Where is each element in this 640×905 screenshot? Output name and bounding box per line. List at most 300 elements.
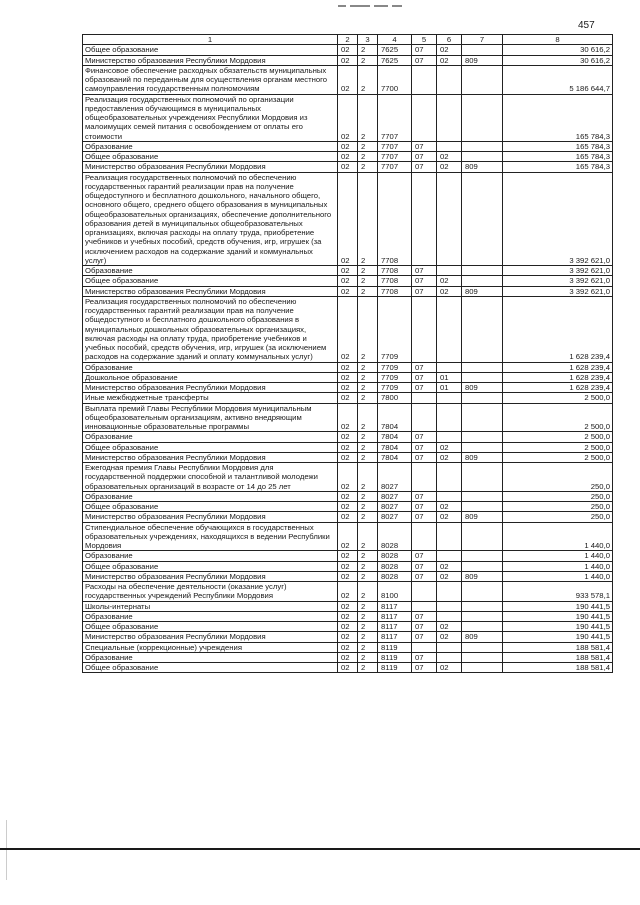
row-name-cell: Образование (83, 266, 338, 276)
section-cell: 02 (338, 452, 358, 462)
code-7-cell: 809 (462, 55, 503, 65)
article-cell: 8027 (378, 502, 412, 512)
amount-cell: 1 440,0 (503, 561, 613, 571)
amount-cell: 1 440,0 (503, 551, 613, 561)
row-name-cell: Общее образование (83, 276, 338, 286)
section-cell: 02 (338, 372, 358, 382)
amount-cell: 250,0 (503, 502, 613, 512)
code-6-cell (437, 611, 462, 621)
code-5-cell: 07 (412, 512, 437, 522)
code-6-cell: 02 (437, 152, 462, 162)
article-cell: 7625 (378, 45, 412, 55)
amount-cell: 2 500,0 (503, 452, 613, 462)
article-cell: 8117 (378, 611, 412, 621)
row-name-cell: Образование (83, 432, 338, 442)
section-cell: 02 (338, 463, 358, 492)
code-7-cell (462, 582, 503, 602)
code-7-cell (462, 172, 503, 266)
section-cell: 02 (338, 432, 358, 442)
subsection-cell: 2 (358, 383, 378, 393)
article-cell: 8119 (378, 663, 412, 673)
section-cell: 02 (338, 632, 358, 642)
row-name-cell: Общее образование (83, 442, 338, 452)
code-5-cell (412, 172, 437, 266)
table-row (83, 55, 613, 65)
row-name-cell: Стипендиальное обеспечение обучающихся в государственных образовательных учреждениях, находящихся в ведении Республики Мордовия (83, 522, 338, 551)
row-name-cell: Образование (83, 611, 338, 621)
row-name-cell: Реализация государственных полномочий по организации предоставления обучающимся в муниципальных общеобразовательных учреждениях Республики Мордовия из малоимущих семей питания с освобождением от оплаты его стоимости (83, 94, 338, 141)
subsection-cell: 2 (358, 442, 378, 452)
section-cell: 02 (338, 502, 358, 512)
row-name-cell: Министерство образования Республики Мордовия (83, 286, 338, 296)
amount-cell: 2 500,0 (503, 432, 613, 442)
amount-cell: 2 500,0 (503, 442, 613, 452)
code-6-cell (437, 652, 462, 662)
amount-cell: 188 581,4 (503, 663, 613, 673)
code-5-cell: 07 (412, 652, 437, 662)
code-7-cell (462, 403, 503, 432)
table-row (83, 276, 613, 286)
amount-cell: 3 392 621,0 (503, 172, 613, 266)
scan-edge (6, 820, 7, 880)
amount-cell: 2 500,0 (503, 403, 613, 432)
amount-cell: 1 440,0 (503, 571, 613, 581)
header-row (83, 35, 613, 45)
amount-cell: 190 441,5 (503, 601, 613, 611)
row-name-cell: Ежегодная премия Главы Республики Мордовия для государственной поддержки способной и талантливой молодежи образовательных организаций в возрасте от 14 до 25 лет (83, 463, 338, 492)
code-5-cell: 07 (412, 442, 437, 452)
code-6-cell: 02 (437, 55, 462, 65)
code-7-cell: 809 (462, 512, 503, 522)
code-5-cell: 07 (412, 571, 437, 581)
section-cell: 02 (338, 141, 358, 151)
amount-cell: 3 392 621,0 (503, 266, 613, 276)
subsection-cell: 2 (358, 652, 378, 662)
subsection-cell: 2 (358, 94, 378, 141)
table-row (83, 296, 613, 362)
section-cell: 02 (338, 663, 358, 673)
section-cell: 02 (338, 393, 358, 403)
table-row (83, 551, 613, 561)
column-header: 3 (358, 35, 378, 45)
amount-cell: 30 616,2 (503, 45, 613, 55)
row-name-cell: Общее образование (83, 45, 338, 55)
section-cell: 02 (338, 55, 358, 65)
row-name-cell: Министерство образования Республики Мордовия (83, 55, 338, 65)
amount-cell: 190 441,5 (503, 622, 613, 632)
table-row (83, 141, 613, 151)
article-cell: 7804 (378, 452, 412, 462)
code-7-cell (462, 296, 503, 362)
table-row (83, 502, 613, 512)
code-6-cell (437, 551, 462, 561)
row-name-cell: Образование (83, 652, 338, 662)
row-name-cell: Реализация государственных полномочий по обеспечению государственных гарантий реализации прав на получение общедоступного и бесплатного дошкольного образования в муниципальных дошкольных образовательных организациях, включая расходы на оплату труда, приобретение учебников и учебных пособий, средств обучения, игр, игрушек (за исключением расходов на содержание зданий и оплату коммунальных услуг) (83, 296, 338, 362)
code-5-cell: 07 (412, 362, 437, 372)
amount-cell: 1 628 239,4 (503, 362, 613, 372)
row-name-cell: Общее образование (83, 561, 338, 571)
subsection-cell: 2 (358, 611, 378, 621)
subsection-cell: 2 (358, 452, 378, 462)
amount-cell: 3 392 621,0 (503, 276, 613, 286)
code-6-cell (437, 601, 462, 611)
table-row (83, 45, 613, 55)
row-name-cell: Министерство образования Республики Мордовия (83, 452, 338, 462)
article-cell: 7804 (378, 432, 412, 442)
row-name-cell: Специальные (коррекционные) учреждения (83, 642, 338, 652)
article-cell: 7707 (378, 141, 412, 151)
article-cell: 8027 (378, 512, 412, 522)
column-header: 7 (462, 35, 503, 45)
subsection-cell: 2 (358, 141, 378, 151)
amount-cell: 1 628 239,4 (503, 372, 613, 382)
subsection-cell: 2 (358, 296, 378, 362)
article-cell: 7708 (378, 172, 412, 266)
subsection-cell: 2 (358, 491, 378, 501)
code-6-cell: 02 (437, 162, 462, 172)
row-name-cell: Министерство образования Республики Мордовия (83, 512, 338, 522)
code-5-cell: 07 (412, 162, 437, 172)
section-cell: 02 (338, 94, 358, 141)
section-cell: 02 (338, 266, 358, 276)
article-cell: 7700 (378, 65, 412, 94)
amount-cell: 1 628 239,4 (503, 383, 613, 393)
code-7-cell (462, 601, 503, 611)
table-row (83, 393, 613, 403)
row-name-cell: Общее образование (83, 663, 338, 673)
code-7-cell (462, 393, 503, 403)
section-cell: 02 (338, 642, 358, 652)
code-7-cell (462, 362, 503, 372)
code-7-cell: 809 (462, 162, 503, 172)
subsection-cell: 2 (358, 45, 378, 55)
code-7-cell (462, 463, 503, 492)
article-cell: 7800 (378, 393, 412, 403)
table-row (83, 522, 613, 551)
article-cell: 7804 (378, 442, 412, 452)
code-6-cell: 02 (437, 571, 462, 581)
table-row (83, 571, 613, 581)
code-5-cell: 07 (412, 266, 437, 276)
article-cell: 8119 (378, 652, 412, 662)
section-cell: 02 (338, 172, 358, 266)
subsection-cell: 2 (358, 512, 378, 522)
article-cell: 7709 (378, 383, 412, 393)
table-row (83, 432, 613, 442)
code-7-cell (462, 266, 503, 276)
code-7-cell (462, 432, 503, 442)
row-name-cell: Иные межбюджетные трансферты (83, 393, 338, 403)
code-7-cell (462, 94, 503, 141)
section-cell: 02 (338, 522, 358, 551)
section-cell: 02 (338, 561, 358, 571)
row-name-cell: Министерство образования Республики Мордовия (83, 162, 338, 172)
row-name-cell: Дошкольное образование (83, 372, 338, 382)
subsection-cell: 2 (358, 432, 378, 442)
row-name-cell: Общее образование (83, 502, 338, 512)
code-6-cell (437, 362, 462, 372)
article-cell: 8028 (378, 561, 412, 571)
row-name-cell: Образование (83, 551, 338, 561)
code-5-cell (412, 65, 437, 94)
code-7-cell (462, 611, 503, 621)
code-5-cell: 07 (412, 55, 437, 65)
code-6-cell (437, 65, 462, 94)
subsection-cell: 2 (358, 463, 378, 492)
amount-cell: 1 440,0 (503, 522, 613, 551)
code-7-cell: 809 (462, 452, 503, 462)
bottom-rule (0, 848, 640, 850)
code-5-cell (412, 403, 437, 432)
table-row (83, 172, 613, 266)
row-name-cell: Школы-интернаты (83, 601, 338, 611)
table-row (83, 561, 613, 571)
subsection-cell: 2 (358, 286, 378, 296)
code-7-cell (462, 502, 503, 512)
code-7-cell (462, 65, 503, 94)
code-6-cell (437, 172, 462, 266)
code-6-cell: 02 (437, 442, 462, 452)
article-cell: 7708 (378, 276, 412, 286)
code-7-cell (462, 152, 503, 162)
table-row (83, 642, 613, 652)
subsection-cell: 2 (358, 172, 378, 266)
code-6-cell (437, 393, 462, 403)
code-5-cell: 07 (412, 383, 437, 393)
table-row (83, 601, 613, 611)
table-row (83, 266, 613, 276)
code-5-cell: 07 (412, 663, 437, 673)
section-cell: 02 (338, 571, 358, 581)
code-7-cell (462, 522, 503, 551)
code-7-cell (462, 663, 503, 673)
amount-cell: 3 392 621,0 (503, 286, 613, 296)
table-row (83, 663, 613, 673)
article-cell: 8117 (378, 622, 412, 632)
code-5-cell: 07 (412, 372, 437, 382)
section-cell: 02 (338, 45, 358, 55)
table-row (83, 65, 613, 94)
subsection-cell: 2 (358, 522, 378, 551)
article-cell: 7709 (378, 362, 412, 372)
code-6-cell: 02 (437, 622, 462, 632)
code-6-cell (437, 522, 462, 551)
subsection-cell: 2 (358, 663, 378, 673)
amount-cell: 165 784,3 (503, 94, 613, 141)
article-cell: 7707 (378, 162, 412, 172)
section-cell: 02 (338, 491, 358, 501)
code-5-cell: 07 (412, 561, 437, 571)
section-cell: 02 (338, 611, 358, 621)
section-cell: 02 (338, 65, 358, 94)
code-6-cell: 01 (437, 372, 462, 382)
table-row (83, 632, 613, 642)
amount-cell: 190 441,5 (503, 632, 613, 642)
row-name-cell: Выплата премий Главы Республики Мордовия муниципальным общеобразовательным организациям, активно внедряющим инновационные образовательные программы (83, 403, 338, 432)
code-5-cell (412, 463, 437, 492)
article-cell: 8028 (378, 522, 412, 551)
code-6-cell: 02 (437, 663, 462, 673)
code-5-cell: 07 (412, 491, 437, 501)
amount-cell: 250,0 (503, 463, 613, 492)
article-cell: 7709 (378, 372, 412, 382)
code-6-cell: 02 (437, 45, 462, 55)
code-5-cell (412, 642, 437, 652)
subsection-cell: 2 (358, 551, 378, 561)
code-6-cell (437, 491, 462, 501)
column-header: 5 (412, 35, 437, 45)
amount-cell: 190 441,5 (503, 611, 613, 621)
column-header: 8 (503, 35, 613, 45)
section-cell: 02 (338, 286, 358, 296)
code-6-cell: 02 (437, 276, 462, 286)
table-row (83, 442, 613, 452)
table-body (83, 45, 613, 673)
subsection-cell: 2 (358, 502, 378, 512)
subsection-cell: 2 (358, 403, 378, 432)
amount-cell: 1 628 239,4 (503, 296, 613, 362)
section-cell: 02 (338, 551, 358, 561)
table-row (83, 383, 613, 393)
table-row (83, 452, 613, 462)
subsection-cell: 2 (358, 65, 378, 94)
code-5-cell (412, 601, 437, 611)
code-6-cell (437, 94, 462, 141)
table-row (83, 372, 613, 382)
column-header: 4 (378, 35, 412, 45)
table-row (83, 652, 613, 662)
code-6-cell: 02 (437, 561, 462, 571)
section-cell: 02 (338, 652, 358, 662)
amount-cell: 30 616,2 (503, 55, 613, 65)
code-5-cell (412, 582, 437, 602)
article-cell: 7625 (378, 55, 412, 65)
row-name-cell: Общее образование (83, 152, 338, 162)
page-number: 457 (578, 20, 595, 31)
amount-cell: 165 784,3 (503, 152, 613, 162)
code-7-cell (462, 642, 503, 652)
code-5-cell (412, 393, 437, 403)
section-cell: 02 (338, 362, 358, 372)
amount-cell: 165 784,3 (503, 162, 613, 172)
subsection-cell: 2 (358, 276, 378, 286)
table-row (83, 403, 613, 432)
code-5-cell: 07 (412, 622, 437, 632)
code-7-cell: 809 (462, 383, 503, 393)
code-5-cell: 07 (412, 45, 437, 55)
code-6-cell: 02 (437, 286, 462, 296)
code-7-cell (462, 45, 503, 55)
row-name-cell: Образование (83, 491, 338, 501)
code-6-cell: 02 (437, 512, 462, 522)
article-cell: 7708 (378, 286, 412, 296)
code-5-cell: 07 (412, 611, 437, 621)
article-cell: 8028 (378, 571, 412, 581)
section-cell: 02 (338, 383, 358, 393)
article-cell: 8027 (378, 491, 412, 501)
article-cell: 7707 (378, 152, 412, 162)
code-5-cell: 07 (412, 632, 437, 642)
subsection-cell: 2 (358, 162, 378, 172)
row-name-cell: Реализация государственных полномочий по обеспечению государственных гарантий реализации прав на получение общедоступного и бесплатного дошкольного, начального общего, основного общего, среднего общего образования в муниципальных общеобразовательных организациях, обеспечение дополнительного образования детей в муниципальных общеобразовательных организациях, включая расходы на оплату труда, приобретение учебников и учебных пособий, средств обучения, игр, игрушек (за исключением расходов на содержание зданий и коммунальных услуг) (83, 172, 338, 266)
code-7-cell (462, 561, 503, 571)
code-7-cell (462, 491, 503, 501)
table-row (83, 622, 613, 632)
article-cell: 8028 (378, 551, 412, 561)
amount-cell: 5 186 644,7 (503, 65, 613, 94)
code-5-cell (412, 522, 437, 551)
article-cell: 8117 (378, 601, 412, 611)
code-7-cell (462, 372, 503, 382)
article-cell: 7709 (378, 296, 412, 362)
code-6-cell: 01 (437, 383, 462, 393)
code-7-cell (462, 622, 503, 632)
code-5-cell: 07 (412, 152, 437, 162)
code-6-cell (437, 403, 462, 432)
code-5-cell (412, 296, 437, 362)
row-name-cell: Образование (83, 141, 338, 151)
code-7-cell (462, 276, 503, 286)
code-7-cell (462, 442, 503, 452)
table-row (83, 362, 613, 372)
article-cell: 8027 (378, 463, 412, 492)
code-5-cell (412, 94, 437, 141)
amount-cell: 250,0 (503, 491, 613, 501)
row-name-cell: Министерство образования Республики Мордовия (83, 632, 338, 642)
section-cell: 02 (338, 512, 358, 522)
article-cell: 7708 (378, 266, 412, 276)
scan-mark (338, 4, 404, 9)
subsection-cell: 2 (358, 152, 378, 162)
code-7-cell (462, 141, 503, 151)
code-6-cell: 02 (437, 452, 462, 462)
section-cell: 02 (338, 442, 358, 452)
table-row (83, 582, 613, 602)
code-6-cell (437, 432, 462, 442)
article-cell: 7804 (378, 403, 412, 432)
code-6-cell (437, 266, 462, 276)
code-7-cell: 809 (462, 632, 503, 642)
code-6-cell (437, 463, 462, 492)
code-6-cell (437, 582, 462, 602)
section-cell: 02 (338, 601, 358, 611)
subsection-cell: 2 (358, 393, 378, 403)
code-7-cell (462, 551, 503, 561)
code-7-cell: 809 (462, 286, 503, 296)
article-cell: 7707 (378, 94, 412, 141)
code-7-cell (462, 652, 503, 662)
section-cell: 02 (338, 622, 358, 632)
row-name-cell: Общее образование (83, 622, 338, 632)
code-5-cell: 07 (412, 502, 437, 512)
article-cell: 8117 (378, 632, 412, 642)
code-5-cell: 07 (412, 551, 437, 561)
section-cell: 02 (338, 162, 358, 172)
row-name-cell: Финансовое обеспечение расходных обязательств муниципальных образований по переданным для осуществления органам местного самоуправления государственным полномочиям (83, 65, 338, 94)
code-6-cell: 02 (437, 632, 462, 642)
table-row (83, 512, 613, 522)
subsection-cell: 2 (358, 561, 378, 571)
subsection-cell: 2 (358, 571, 378, 581)
subsection-cell: 2 (358, 601, 378, 611)
table-row (83, 152, 613, 162)
amount-cell: 933 578,1 (503, 582, 613, 602)
amount-cell: 165 784,3 (503, 141, 613, 151)
article-cell: 8119 (378, 642, 412, 652)
section-cell: 02 (338, 276, 358, 286)
amount-cell: 188 581,4 (503, 652, 613, 662)
table-row (83, 463, 613, 492)
